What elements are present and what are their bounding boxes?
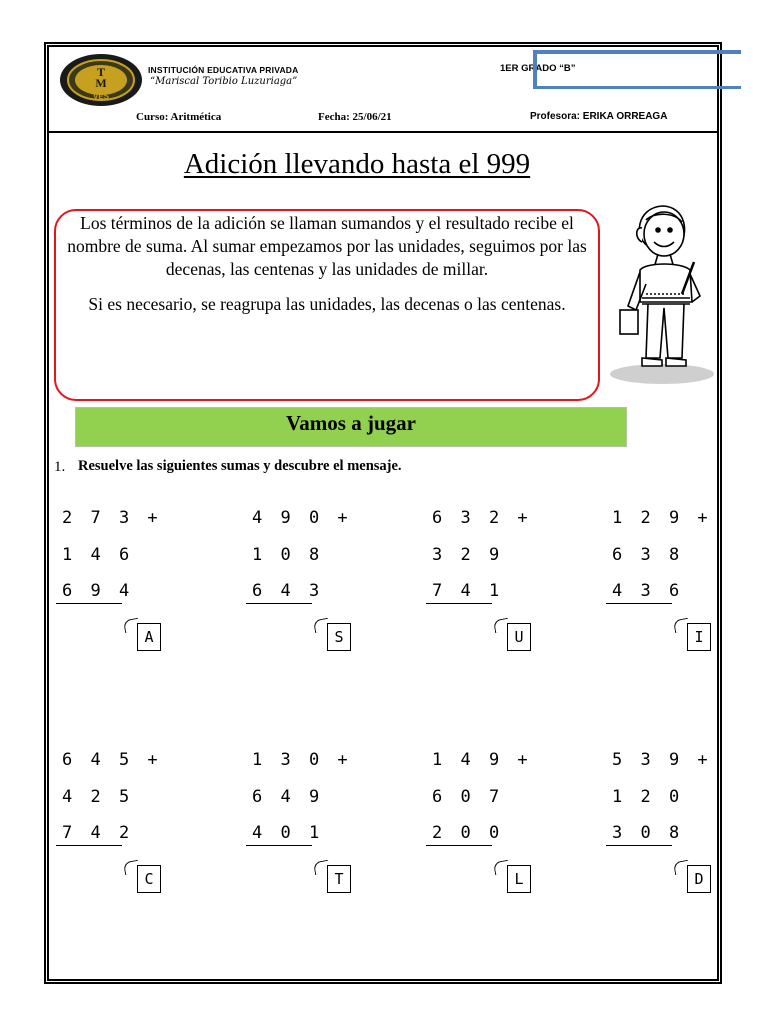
- answer-letter-box[interactable]: T: [327, 865, 351, 893]
- addition-problem: [606, 750, 746, 888]
- sum-line: [56, 603, 122, 604]
- answer-letter-box[interactable]: L: [507, 865, 531, 893]
- school-motto: “Mariscal Toribio Luzuriaga”: [150, 76, 298, 87]
- addition-problem: [426, 750, 566, 888]
- addend-2: 4 2 5: [62, 787, 134, 807]
- page-title: Adición llevando hasta el 999: [183, 148, 531, 180]
- svg-text:T: T: [96, 65, 106, 79]
- header-divider: [49, 131, 717, 133]
- addend-1: 2 7 3 +: [62, 508, 162, 528]
- sum-line: [426, 845, 492, 846]
- answer-letter-box[interactable]: D: [687, 865, 711, 893]
- addition-problem: [246, 750, 386, 888]
- addend-2: 1 0 8: [252, 545, 324, 565]
- addend-3: 6 4 3: [252, 581, 324, 601]
- exercise-number: 1.: [54, 459, 66, 475]
- addend-3: 6 9 4: [62, 581, 134, 601]
- answer-letter-box[interactable]: A: [137, 623, 161, 651]
- info-paragraph-1: Los términos de la adición se llaman sumandos y el resultado recibe el nombre de suma. Al sumar empezamos por las unidades, seguimos por las decenas, las centenas y las unidades de millar.: [67, 213, 587, 279]
- exercise-instruction: Resuelve las siguientes sumas y descubre el mensaje.: [78, 458, 402, 474]
- sum-line: [56, 845, 122, 846]
- svg-text:VES: VES: [92, 92, 110, 101]
- addend-2: 6 4 9: [252, 787, 324, 807]
- addend-3: 2 0 0: [432, 823, 504, 843]
- addend-1: 4 9 0 +: [252, 508, 352, 528]
- addend-1: 1 3 0 +: [252, 750, 352, 770]
- addend-3: 3 0 8: [612, 823, 684, 843]
- addition-problem: [56, 508, 196, 646]
- addend-3: 7 4 2: [62, 823, 134, 843]
- info-paragraph-2: Si es necesario, se reagrupa las unidades, las decenas o las centenas.: [88, 294, 566, 314]
- grade-label: 1ER GRADO “B”: [500, 63, 576, 74]
- school-name: INSTITUCIÓN EDUCATIVA PRIVADA: [148, 65, 299, 75]
- addition-problem: [56, 750, 196, 888]
- date-label: Fecha: 25/06/21: [318, 111, 392, 123]
- sum-line: [246, 845, 312, 846]
- addition-problem: [426, 508, 566, 646]
- addend-1: 5 3 9 +: [612, 750, 712, 770]
- addend-2: 1 4 6: [62, 545, 134, 565]
- addend-1: 6 3 2 +: [432, 508, 532, 528]
- addend-2: 1 2 0: [612, 787, 684, 807]
- boy-illustration: [606, 198, 716, 388]
- school-logo: [58, 52, 144, 108]
- answer-letter-box[interactable]: S: [327, 623, 351, 651]
- addend-2: 6 0 7: [432, 787, 504, 807]
- addend-3: 4 0 1: [252, 823, 324, 843]
- svg-text:M: M: [95, 76, 107, 90]
- activity-banner: Vamos a jugar: [75, 407, 627, 447]
- grade-bracket-line: [533, 86, 741, 89]
- teacher-label: Profesora: ERIKA ORREAGA: [530, 111, 668, 122]
- answer-letter-box[interactable]: I: [687, 623, 711, 651]
- sum-line: [606, 603, 672, 604]
- addend-2: 3 2 9: [432, 545, 504, 565]
- addition-problem: [606, 508, 746, 646]
- addend-3: 7 4 1: [432, 581, 504, 601]
- addend-1: 1 4 9 +: [432, 750, 532, 770]
- addend-1: 1 2 9 +: [612, 508, 712, 528]
- course-label: Curso: Aritmética: [136, 111, 222, 123]
- answer-letter-box[interactable]: C: [137, 865, 161, 893]
- sum-line: [606, 845, 672, 846]
- grade-bracket-decoration: [533, 50, 741, 86]
- sum-line: [246, 603, 312, 604]
- addend-2: 6 3 8: [612, 545, 684, 565]
- addend-1: 6 4 5 +: [62, 750, 162, 770]
- answer-letter-box[interactable]: U: [507, 623, 531, 651]
- addend-3: 4 3 6: [612, 581, 684, 601]
- info-box: [54, 209, 600, 401]
- sum-line: [426, 603, 492, 604]
- addition-problem: [246, 508, 386, 646]
